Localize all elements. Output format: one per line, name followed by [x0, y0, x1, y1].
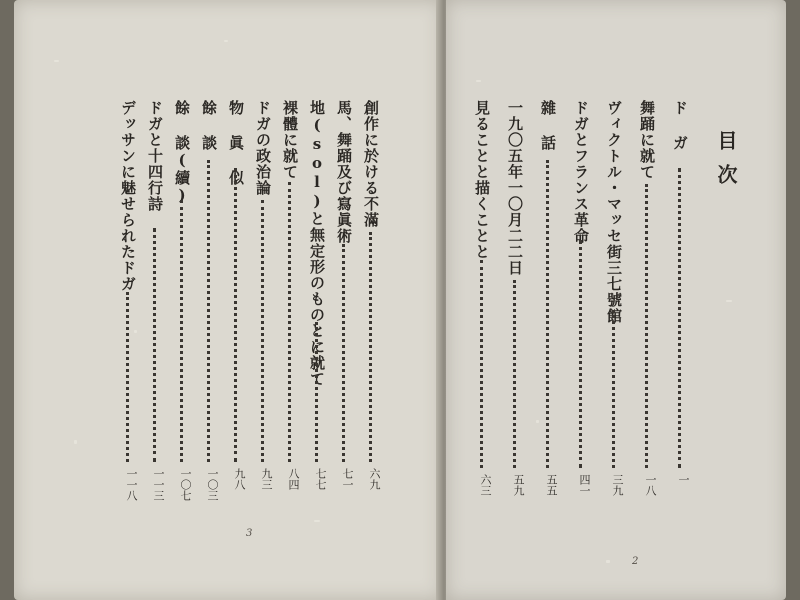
dot-leader	[153, 228, 156, 462]
dot-leader	[612, 310, 615, 468]
left-page-number: 3	[246, 528, 253, 539]
toc-entry-page: 一〇三	[206, 468, 219, 501]
toc-entry-title: 物 眞 似	[227, 100, 245, 186]
toc-entry-page: 七一	[341, 468, 354, 490]
toc-entry-page: 一一八	[125, 468, 138, 501]
dot-leader	[342, 244, 345, 462]
toc-entry	[603, 0, 625, 600]
dot-leader	[579, 240, 582, 468]
toc-entry	[570, 0, 592, 600]
toc-entry-title: ドガとフランス革命	[572, 100, 590, 244]
toc-entry-page: 一一三	[152, 468, 165, 501]
dot-leader	[369, 232, 372, 462]
toc-entry-page: 九八	[233, 468, 246, 490]
toc-entry	[198, 0, 220, 600]
toc-heading: 目次	[714, 130, 738, 198]
dot-leader	[546, 160, 549, 468]
dot-leader	[234, 168, 237, 462]
toc-entry-page: 七七	[314, 468, 327, 490]
toc-entry-page: 六九	[368, 468, 381, 490]
dot-leader	[180, 200, 183, 462]
toc-entry-page: 一〇七	[179, 468, 192, 501]
dot-leader	[207, 160, 210, 462]
toc-entry-title: 馬、舞踊及び寫眞術	[335, 100, 353, 244]
dot-leader	[645, 184, 648, 468]
dot-leader	[315, 322, 318, 462]
toc-entry	[252, 0, 274, 600]
toc-entry	[471, 0, 493, 600]
toc-entry-title: 餘 談	[200, 100, 218, 151]
toc-entry	[279, 0, 301, 600]
toc-entry-title: 一九〇五年一〇月二二日	[506, 100, 524, 276]
toc-entry-page: 一	[677, 474, 690, 485]
toc-entry	[504, 0, 526, 600]
toc-entry-page: 五九	[512, 474, 525, 496]
toc-entry-title: 舞踊に就て	[638, 100, 656, 180]
toc-entry-page: 四一	[578, 474, 591, 496]
toc-entry-page: 五五	[545, 474, 558, 496]
dot-leader	[513, 280, 516, 468]
toc-entry-page: 六三	[479, 474, 492, 496]
toc-entry-title: 地(sol)と無定形のものとに就て	[308, 100, 326, 387]
dot-leader	[126, 292, 129, 462]
toc-entry-title: ドガと十四行詩	[146, 100, 164, 212]
toc-entry	[117, 0, 139, 600]
toc-entry	[144, 0, 166, 600]
toc-entry-title: デッサンに魅せられたドガ	[119, 100, 137, 292]
dot-leader	[480, 260, 483, 468]
toc-entry-page: 三九	[611, 474, 624, 496]
toc-entry	[669, 0, 691, 600]
dot-leader	[261, 200, 264, 462]
toc-entry-title: ヴィクトル・マッセ街三七號館	[605, 100, 623, 324]
toc-entry	[333, 0, 355, 600]
toc-entry-title: 見ることと描くことと	[473, 100, 491, 260]
toc-entry-title: 雜 話	[539, 100, 557, 151]
toc-entry	[636, 0, 658, 600]
toc-entry	[360, 0, 382, 600]
toc-entry-page: 一八	[644, 474, 657, 496]
right-page-number: 2	[632, 556, 639, 567]
toc-entry-page: 八四	[287, 468, 300, 490]
toc-entry	[171, 0, 193, 600]
toc-entry	[225, 0, 247, 600]
toc-entry-title: ドガの政治論	[254, 100, 272, 196]
toc-entry	[537, 0, 559, 600]
toc-entry-page: 九三	[260, 468, 273, 490]
toc-entry-title: 裸體に就て	[281, 100, 299, 180]
toc-entry	[306, 0, 328, 600]
toc-entry-title: ド ガ	[671, 100, 689, 151]
dot-leader	[678, 168, 681, 468]
toc-entry-title: 餘 談(續)	[173, 100, 191, 205]
toc-entry-title: 創作に於ける不滿	[362, 100, 380, 228]
dot-leader	[288, 182, 291, 462]
